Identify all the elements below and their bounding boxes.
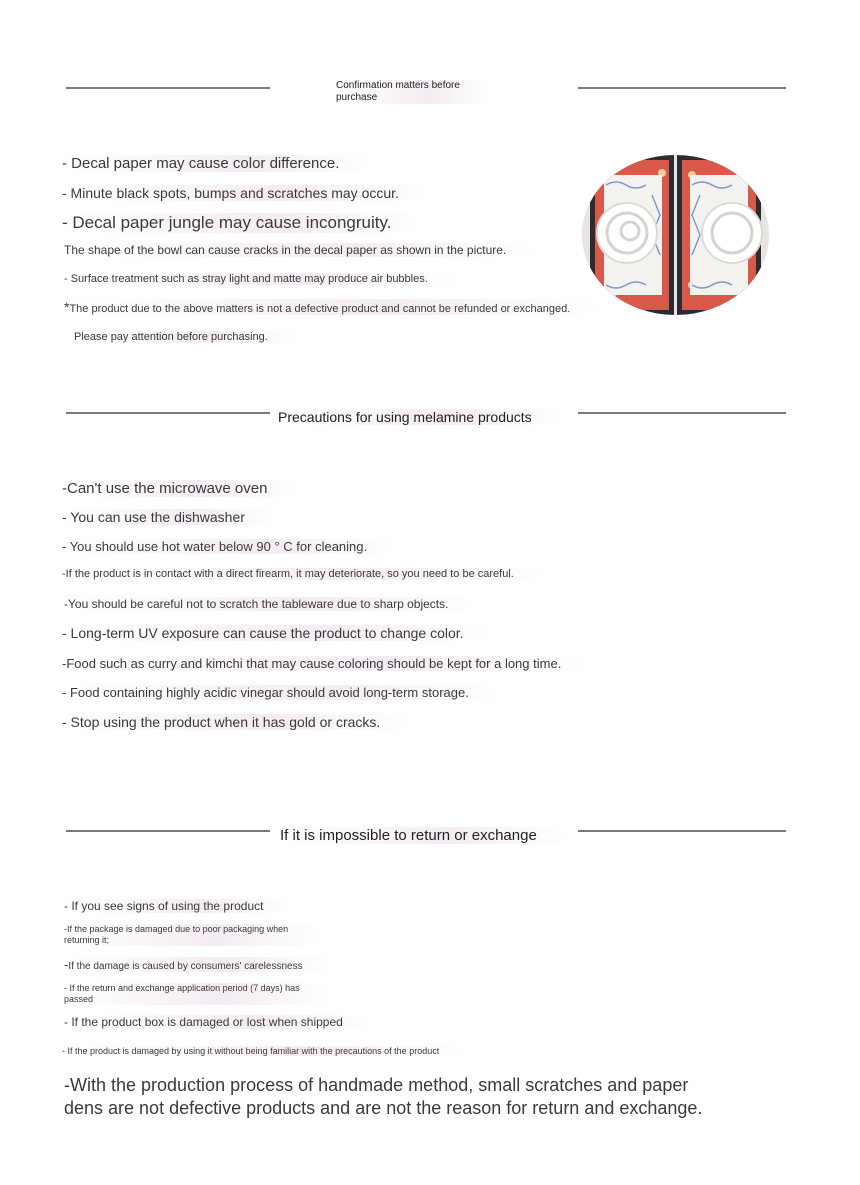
list-item-line: - If the return and exchange application period (7 days) has <box>64 983 300 993</box>
section-title-line1: Confirmation matters before <box>336 80 460 91</box>
list-item-line: passed <box>64 994 94 1004</box>
divider-right-1 <box>578 87 786 89</box>
section-title-confirmation <box>336 80 490 104</box>
final-note-line1: -With the production process of handmade method, small scratches and paper <box>64 1075 689 1095</box>
list-item: - If the product box is damaged or lost when shipped <box>64 1015 373 1029</box>
list-item: - If the product is damaged by using it without being familiar with the precautions of the product <box>62 1046 469 1056</box>
list-item: -Food such as curry and kimchi that may cause coloring should be kept for a long time. <box>62 656 591 671</box>
divider-left-1 <box>66 87 270 89</box>
list-item: - Food containing highly acidic vinegar should avoid long-term storage. <box>62 685 499 700</box>
notice-text <box>64 299 600 315</box>
list-item-text: If the damage is caused by consumers' carelessness <box>68 961 303 972</box>
notice-body: The product due to the above matters is not a defective product and cannot be refunded or exchanged. <box>69 303 571 315</box>
list-item <box>64 983 330 1005</box>
divider-right-2 <box>578 412 786 414</box>
list-item: -Can't use the microwave oven <box>62 480 297 497</box>
list-item <box>64 924 318 946</box>
divider-left-2 <box>66 412 270 414</box>
list-item: - You should use hot water below 90 ° C for cleaning. <box>62 539 397 554</box>
section-title-line2: purchase <box>336 92 378 103</box>
bowl-illustration <box>582 155 769 315</box>
list-item: - Stop using the product when it has gold or cracks. <box>62 714 410 730</box>
list-item: The shape of the bowl can cause cracks in the decal paper as shown in the picture. <box>64 243 536 257</box>
section-title-returns: If it is impossible to return or exchange <box>280 827 567 844</box>
list-item: - Long-term UV exposure can cause the product to change color. <box>62 625 494 641</box>
asterisk: * <box>64 299 70 315</box>
dash: - <box>64 957 69 972</box>
notice-text-2: Please pay attention before purchasing. <box>74 331 298 343</box>
list-item: - Decal paper jungle may cause incongruity. <box>62 213 421 233</box>
list-item: - You can use the dishwasher <box>62 509 275 525</box>
list-item: -You should be careful not to scratch the tableware due to sharp objects. <box>64 597 478 611</box>
bowl-photo <box>582 155 769 315</box>
list-item: - Minute black spots, bumps and scratches may occur. <box>62 185 429 201</box>
divider-left-3 <box>66 830 270 832</box>
final-note-line2: dens are not defective products and are not the reason for return and exchange. <box>64 1098 703 1118</box>
list-item: -If the product is in contact with a direct firearm, it may deteriorate, so you need to be careful. <box>62 568 544 580</box>
list-item: - If you see signs of using the product <box>64 899 293 913</box>
list-item-line: returning it; <box>64 935 110 945</box>
list-item: - Decal paper may cause color difference. <box>62 155 369 172</box>
list-item-line: -If the package is damaged due to poor packaging when <box>64 924 289 934</box>
final-note <box>64 1074 702 1120</box>
divider-right-3 <box>578 830 786 832</box>
list-item: - Surface treatment such as stray light and matte may produce air bubbles. <box>64 273 458 285</box>
section-title-precautions: Precautions for using melamine products <box>278 409 562 425</box>
list-item <box>64 957 333 972</box>
